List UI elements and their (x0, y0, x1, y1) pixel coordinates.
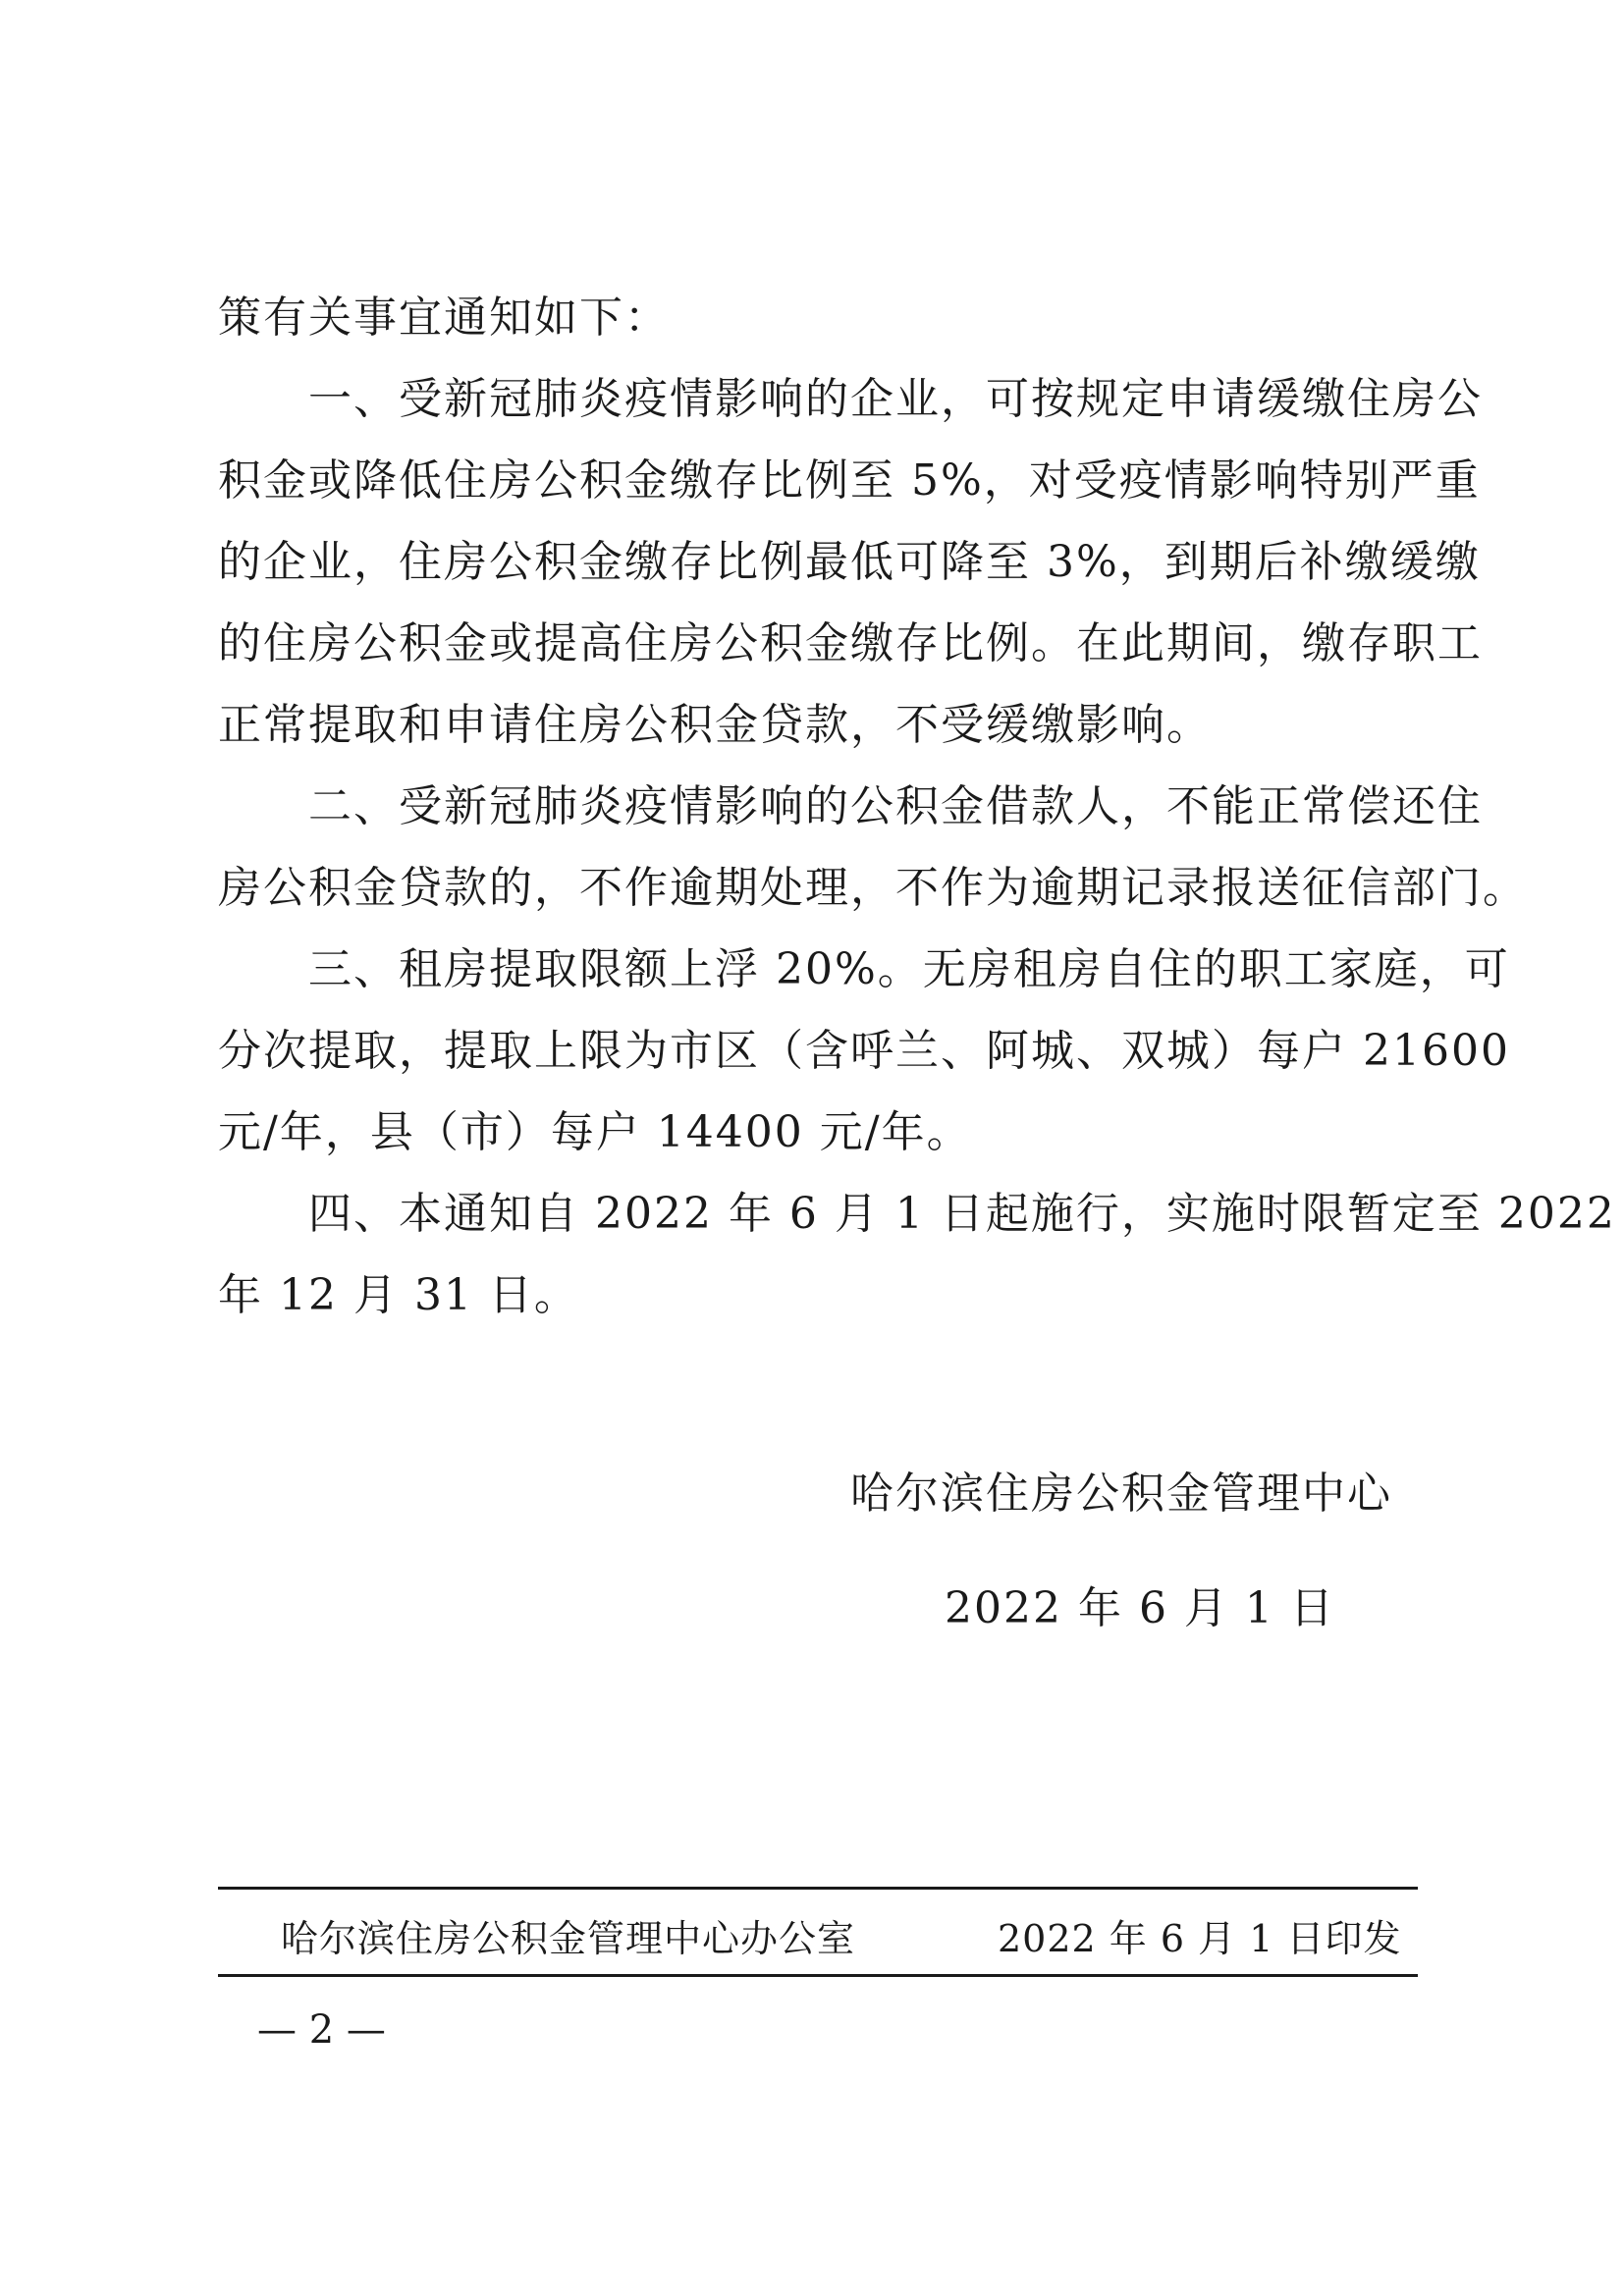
signature-date: 2022 年 6 月 1 日 (945, 1583, 1335, 1633)
body-line-5: 的住房公积金或提高住房公积金缴存比例。在此期间，缴存职工 (218, 618, 1483, 668)
body-line-12: 四、本通知自 2022 年 6 月 1 日起施行，实施时限暂定至 2022 (218, 1189, 1616, 1239)
body-line-10: 分次提取，提取上限为市区（含呼兰、阿城、双城）每户 21600 (218, 1026, 1510, 1076)
body-line-3: 积金或降低住房公积金缴存比例至 5%，对受疫情影响特别严重 (218, 455, 1481, 506)
page-number: — 2 — (257, 2007, 386, 2053)
body-line-6: 正常提取和申请住房公积金贷款，不受缓缴影响。 (218, 700, 1212, 750)
body-line-7: 二、受新冠肺炎疫情影响的公积金借款人，不能正常偿还住 (218, 781, 1483, 831)
signature-org: 哈尔滨住房公积金管理中心 (850, 1468, 1392, 1519)
footer-top-rule (218, 1887, 1418, 1890)
body-line-2: 一、受新冠肺炎疫情影响的企业，可按规定申请缓缴住房公 (218, 374, 1483, 424)
footer-issuer: 哈尔滨住房公积金管理中心办公室 (281, 1917, 856, 1960)
footer-print-date: 2022 年 6 月 1 日印发 (998, 1917, 1402, 1960)
body-line-13: 年 12 月 31 日。 (218, 1270, 579, 1320)
footer-bottom-rule (218, 1974, 1418, 1977)
body-line-11: 元/年，县（市）每户 14400 元/年。 (218, 1107, 972, 1157)
body-line-9: 三、租房提取限额上浮 20%。无房租房自住的职工家庭，可 (218, 944, 1510, 994)
body-line-8: 房公积金贷款的，不作逾期处理，不作为逾期记录报送征信部门。 (218, 863, 1528, 913)
body-line-1: 策有关事宜通知如下： (218, 293, 670, 343)
body-line-4: 的企业，住房公积金缴存比例最低可降至 3%，到期后补缴缓缴 (218, 537, 1481, 587)
